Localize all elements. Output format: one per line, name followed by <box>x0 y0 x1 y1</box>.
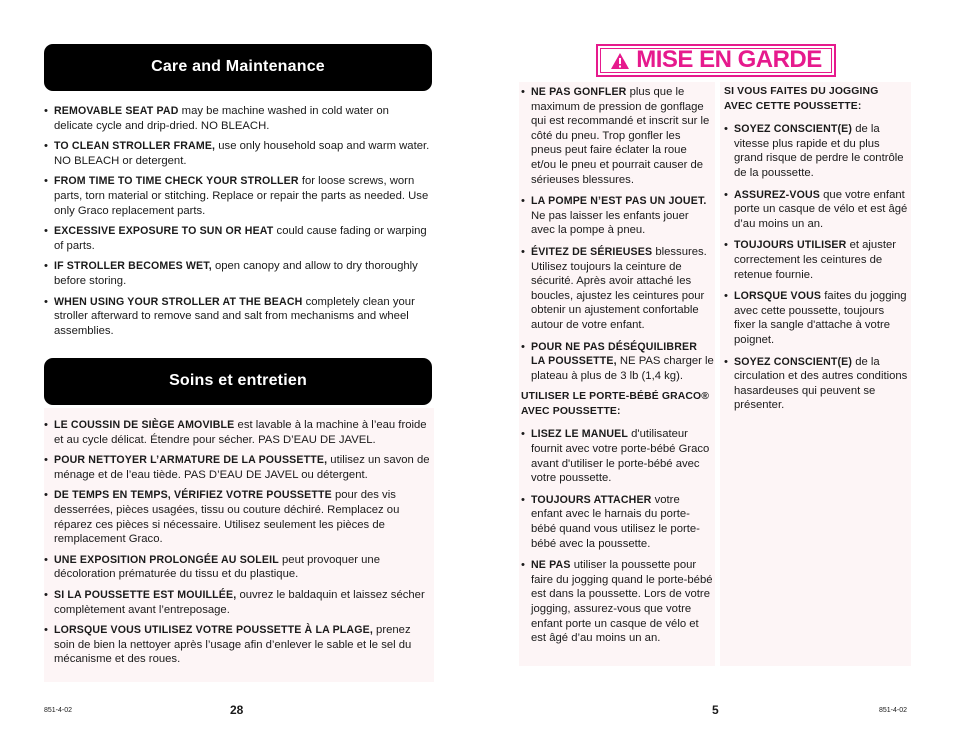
item-text: peut provoquer une décoloration prématurée du tissu et du plastique. <box>54 553 380 581</box>
list-item <box>521 85 714 187</box>
item-text: utiliser la poussette pour faire du jogging quand le porte-bébé est dans la poussette. Lors de votre jogging, assurez-vous que votre enfant porte un casque de vélo et est âgé d’au moins un an. <box>531 559 713 645</box>
list-item <box>44 418 430 447</box>
item-lead: LE COUSSIN DE SIÈGE AMOVIBLE <box>54 419 235 431</box>
list-item <box>724 188 908 232</box>
item-lead: LISEZ LE MANUEL <box>531 428 629 441</box>
list-item <box>521 427 714 485</box>
warning-header <box>596 44 836 77</box>
list-item <box>521 194 714 238</box>
list-item <box>44 224 430 253</box>
item-text: Ne pas laisser les enfants jouer avec la pompe à pneu. <box>531 209 689 237</box>
item-lead: POUR NETTOYER L’ARMATURE DE LA POUSSETTE, <box>54 454 328 467</box>
list-item <box>521 493 714 551</box>
item-text: d'utilisateur fournit avec votre porte-bébé Graco avant d'utiliser le porte-bébé avec votre poussette. <box>531 428 710 485</box>
item-lead: EXCESSIVE EXPOSURE TO SUN OR HEAT <box>54 225 274 238</box>
warning-triangle-icon <box>610 52 630 70</box>
soins-list <box>44 418 430 673</box>
item-text: est lavable à la machine à l’eau froide et au cycle délicat. Étendre pour sécher. PAS D’EAU DE JAVEL. <box>54 419 427 446</box>
item-text: blessures. Utilisez toujours la ceinture de sécurité. Après avoir attaché les boucles, ajustez les ceintures pour obtenir un ajustement confortable autour de votre enfant. <box>531 245 707 331</box>
item-text: prenez soin de bien la nettoyer après l’usage afin d’enlever le sable et le sel du mécanisme et des roues. <box>54 624 412 666</box>
item-lead: NE PAS <box>531 559 571 572</box>
list-item <box>44 259 430 288</box>
list-item <box>521 558 714 646</box>
item-text: que votre enfant porte un casque de vélo et est âgé d’au moins un an. <box>734 188 908 230</box>
col1-list <box>521 85 714 383</box>
care-heading: Care and Maintenance <box>151 58 325 76</box>
care-heading-banner <box>44 44 432 91</box>
col1-list2 <box>521 427 714 645</box>
item-text: could cause fading or warping of parts. <box>54 225 427 252</box>
item-lead: LA POMPE N’EST PAS UN JOUET. <box>531 195 707 208</box>
col2-subheading: SI VOUS FAITES DU JOGGING AVEC CETTE POUSSETTE: <box>724 86 879 112</box>
list-item <box>44 174 430 218</box>
item-lead: SOYEZ CONSCIENT(E) <box>734 355 853 368</box>
warning-column-2 <box>724 85 908 420</box>
item-lead: SOYEZ CONSCIENT(E) <box>734 123 853 136</box>
right-page-number: 5 <box>712 703 719 717</box>
list-item <box>521 340 714 384</box>
item-text: for loose screws, worn parts, torn material or stitching. Replace or repair the parts as needed. Use only Graco replacement parts. <box>54 175 429 217</box>
item-text: utilisez un savon de ménage et de l’eau tiède. PAS D’EAU DE JAVEL ou détergent. <box>54 454 430 481</box>
item-text: de la circulation et des autres conditions hasardeuses qui peuvent se présenter. <box>734 355 908 412</box>
item-lead: IF STROLLER BECOMES WET, <box>54 260 212 273</box>
warning-title: MISE EN GARDE <box>636 46 822 74</box>
warning-header-inner <box>600 48 832 73</box>
warning-column-1 <box>521 85 714 653</box>
list-item <box>44 588 430 617</box>
item-lead: FROM TIME TO TIME CHECK YOUR STROLLER <box>54 175 299 188</box>
item-lead: DE TEMPS EN TEMPS, VÉRIFIEZ VOTRE POUSSETTE <box>54 489 332 502</box>
list-item <box>44 488 430 546</box>
soins-heading: Soins et entretien <box>169 372 307 390</box>
item-text: use only household soap and warm water. NO BLEACH or detergent. <box>54 140 430 167</box>
list-item <box>724 122 908 180</box>
item-lead: LORSQUE VOUS <box>734 290 822 303</box>
list-item <box>44 295 430 339</box>
item-text: completely clean your stroller afterward to remove sand and salt from mechanisms and wheel assemblies. <box>54 295 415 337</box>
item-lead: UNE EXPOSITION PROLONGÉE AU SOLEIL <box>54 553 279 566</box>
list-item <box>724 355 908 413</box>
item-text: de la vitesse plus rapide et du plus grand risque de perdre le contrôle de la poussette. <box>734 123 904 179</box>
item-text: votre enfant avec le harnais du porte-bébé quand vous utilisez le porte-bébé avec la poussette. <box>531 493 700 550</box>
list-item <box>44 139 430 168</box>
item-lead: ÉVITEZ DE SÉRIEUSES <box>531 245 653 258</box>
item-text: et ajuster correctement les ceintures de retenue fournie. <box>734 239 897 281</box>
left-doc-code: 851-4-02 <box>44 707 73 714</box>
item-text: open canopy and allow to dry thoroughly before storing. <box>54 260 418 287</box>
item-text: faites du jogging avec cette poussette, toujours fixer la sangle d'attache à votre poignet. <box>734 290 907 346</box>
item-lead: TOUJOURS ATTACHER <box>531 493 652 506</box>
left-page-number: 28 <box>230 703 244 717</box>
care-list <box>44 104 430 344</box>
item-lead: REMOVABLE SEAT PAD <box>54 105 179 117</box>
list-item <box>44 453 430 482</box>
col2-list <box>724 122 908 413</box>
item-text: pour des vis desserrées, pièces usagées, tissu ou couture déchiré. Remplacez ou réparez ces pièces si nécessaire. Utilisez seulement les pièces de remplacement Graco. <box>54 489 400 546</box>
list-item <box>724 289 908 347</box>
item-lead: LORSQUE VOUS UTILISEZ VOTRE POUSSETTE À LA PLAGE, <box>54 624 373 637</box>
list-item <box>44 553 430 582</box>
item-lead: WHEN USING YOUR STROLLER AT THE BEACH <box>54 295 303 308</box>
right-doc-code: 851-4-02 <box>879 707 908 714</box>
list-item <box>44 104 430 133</box>
col1-subheading: UTILISER LE PORTE-BÉBÉ GRACO® AVEC POUSSETTE: <box>521 391 710 417</box>
item-text: may be machine washed in cold water on delicate cycle and drip-dried. NO BLEACH. <box>54 105 389 132</box>
item-lead: ASSUREZ-VOUS <box>734 188 820 201</box>
list-item <box>521 245 714 333</box>
list-item <box>44 623 430 667</box>
soins-heading-banner <box>44 358 432 405</box>
item-lead: NE PAS GONFLER <box>531 86 627 98</box>
item-lead: POUR NE PAS DÉSÉQUILIBRER LA POUSSETTE, <box>531 340 698 368</box>
item-lead: TO CLEAN STROLLER FRAME, <box>54 140 216 153</box>
list-item <box>724 238 908 282</box>
item-text: NE PAS charger le plateau à plus de 3 lb (1,4 kg). <box>531 355 714 382</box>
item-text: plus que le maximum de pression de gonflage qui est recommandé et inscrit sur le côté du pneu. Trop gonfler les pneus peut faire éclater la roue et/ou le pneu et pourrait causer de sérieuses blessures. <box>531 86 710 186</box>
item-lead: TOUJOURS UTILISER <box>734 239 847 252</box>
item-text: ouvrez le baldaquin et laissez sécher complètement avant l’entreposage. <box>54 588 425 616</box>
item-lead: SI LA POUSSETTE EST MOUILLÉE, <box>54 588 237 601</box>
